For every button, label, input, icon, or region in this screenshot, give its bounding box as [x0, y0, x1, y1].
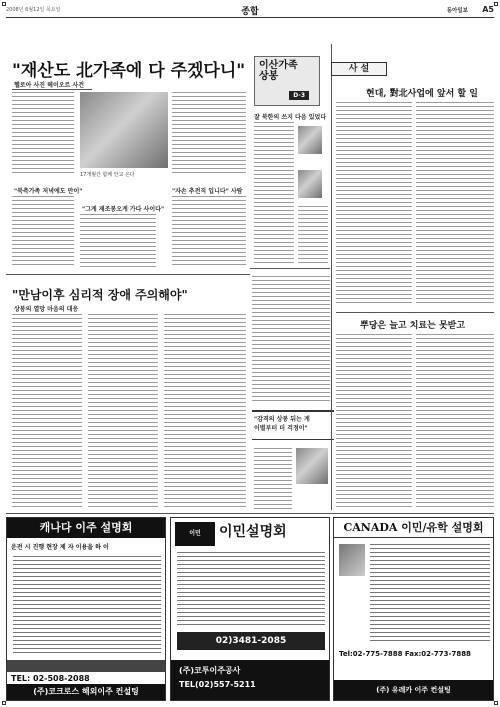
ad-tel: Tel:02-775-7888 Fax:02-773-7888 [339, 650, 471, 658]
series-tag-title: 이산가족 상봉 [259, 60, 298, 82]
ad-footer [171, 660, 329, 700]
second-text-column [12, 196, 74, 268]
ad-title: 캐나다 이주 설명회 [7, 518, 165, 538]
issue-date: 2008년 6월12일 목요일 [6, 7, 61, 13]
divider [336, 312, 494, 313]
lead-text-column [12, 92, 74, 176]
ad-logo: 이민 [175, 522, 215, 546]
second-text-column [80, 214, 156, 268]
second-text-column [172, 196, 246, 268]
ad-company: (주) 유레카 이주 컨설팅 [334, 680, 493, 700]
third-text-column [88, 314, 158, 510]
editorial-headline: 뿌당은 늘고 치료는 못받고 [360, 321, 466, 331]
divider [12, 89, 92, 90]
profile-photo [298, 170, 322, 198]
ad-phone: 02)3481-2085 [177, 632, 325, 650]
divider [6, 513, 494, 514]
ad-title: CANADA 이민/유학 설명회 [334, 518, 493, 538]
page-header [6, 4, 494, 18]
series-countdown-badge: D-3 [289, 91, 309, 100]
registration-mark-icon [494, 2, 498, 6]
paper-name: 동아일보 [446, 8, 468, 14]
column-divider [331, 44, 332, 510]
ad-subtitle: 운전 시 진행 현장 제 자 이용을 하 이 [11, 544, 109, 551]
ad-tel: TEL(02)557-5211 [179, 680, 256, 689]
ad-body-text [177, 552, 325, 628]
editorial-text-column [416, 102, 494, 306]
second-subhead: "자손 추전직 입니다" 사람 [172, 188, 243, 195]
ad-company: (주)코투이주공사 [179, 666, 241, 675]
ad-band [7, 660, 165, 672]
lead-subhead: 헬로아 사진 헤이오르 사건 [14, 82, 85, 89]
third-subhead: 상봉의 열망 마음의 대응 [14, 306, 79, 313]
editorial-tag: 사 설 [331, 62, 387, 76]
editorial-text-column [336, 102, 412, 306]
editorial-text-column [416, 334, 494, 510]
editorial-headline: 현대, 對北사업에 앞서 할 일 [366, 89, 478, 99]
ad-canada-study[interactable] [333, 517, 494, 701]
ad-photo [339, 544, 365, 576]
profile-subhead: 잘 북한의 쓰지 다음 있었다 [254, 114, 327, 121]
profile-text-column [254, 122, 294, 264]
ad-body-text [370, 544, 490, 644]
registration-mark-icon [2, 701, 6, 705]
profile-text-column [298, 206, 328, 264]
lead-photo [80, 92, 168, 168]
registration-mark-icon [2, 2, 6, 6]
lead-photo-caption: 17개월간 함께 안교 온다 [80, 172, 135, 178]
ad-phone: TEL: 02-508-2088 [11, 674, 90, 683]
lead-headline: "재산도 北가족에 다 주겠다니" [12, 61, 246, 81]
editorial-text-column [336, 334, 412, 510]
ad-title: 이민설명회 [219, 524, 287, 540]
quote-text-column [254, 448, 292, 510]
second-subhead: "그게 재조봉오게 가다 사이다" [82, 206, 165, 213]
quote-box [252, 410, 334, 440]
ad-immigration-seminar[interactable] [170, 517, 330, 701]
second-subhead: "북측가족 저녁에도 만이" [14, 188, 83, 195]
lead-text-column [172, 92, 246, 176]
quote-text: "감격의 상봉 뒤는 게 이별부터 더 걱정이" [254, 416, 310, 432]
profile-photo [298, 126, 322, 154]
third-headline: "만남이후 심리적 장애 주의해야" [12, 288, 188, 302]
ad-canada-immigration[interactable] [6, 517, 166, 701]
section-title: 종합 [241, 7, 259, 17]
third-text-column [12, 314, 82, 510]
third-text-column [164, 314, 246, 510]
registration-mark-icon [494, 701, 498, 705]
middle-text-column [252, 276, 330, 404]
ad-body-text [13, 556, 161, 656]
ad-company: (주)코크로스 해외이주 컨설팅 [7, 684, 165, 700]
divider [6, 274, 250, 275]
quote-photo [296, 448, 328, 484]
series-tag-box [254, 56, 320, 106]
divider [250, 268, 330, 269]
page-number: A5 [482, 5, 494, 14]
